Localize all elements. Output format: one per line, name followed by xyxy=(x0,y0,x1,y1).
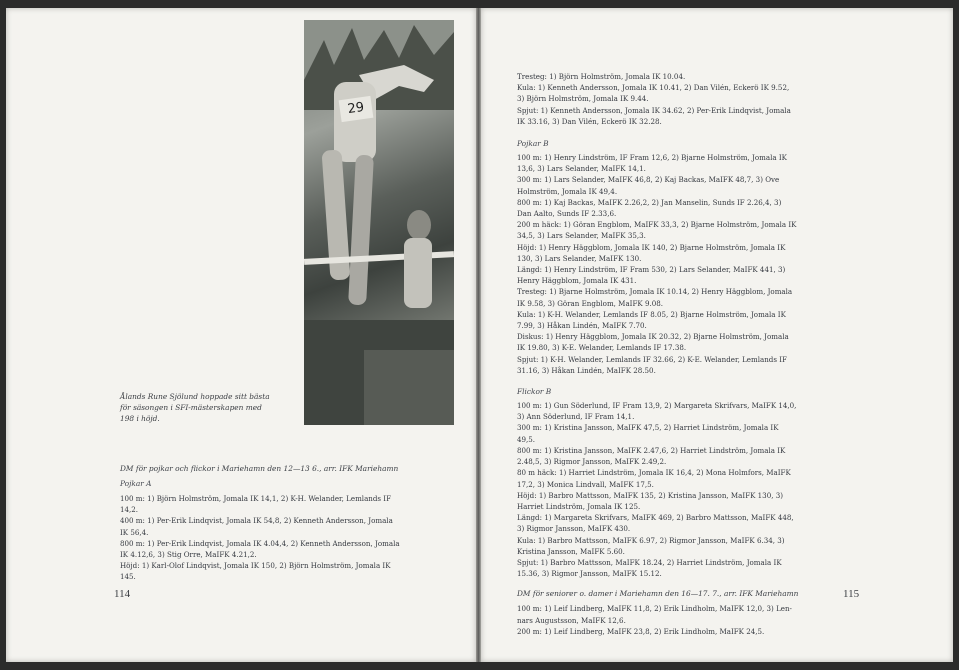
result-line: Höjd: 1) Barbro Mattsson, MaIFK 135, 2) Kristina Jansson, MaIFK 130, 3) xyxy=(517,490,783,500)
result-line: IK 9.58, 3) Göran Engblom, MaIFK 9.08. xyxy=(517,298,664,308)
result-line: Dan Aalto, Sunds IF 2.33,6. xyxy=(517,209,617,219)
right-page xyxy=(481,8,953,662)
result-line: 145. xyxy=(120,572,136,582)
results-block-right xyxy=(517,71,847,637)
result-line: 34,5, 3) Lars Selander, MaIFK 35,3. xyxy=(517,231,646,241)
result-line: Tresteg: 1) Bjarne Holmström, Jomala IK 10.14, 2) Henry Häggblom, Jomala xyxy=(517,287,793,297)
result-line: Spjut: 1) K-H. Welander, Lemlands IF 32.66, 2) K-E. Welander, Lemlands IF xyxy=(517,354,787,364)
result-line: Holmström, Jomala IK 49,4. xyxy=(517,186,618,196)
page-number-right: 115 xyxy=(843,588,860,600)
result-line: 100 m: 1) Leif Lindberg, MaIFK 11,8, 2) Erik Lindholm, MaIFK 12,0, 3) Len- xyxy=(517,604,792,614)
result-line: 31.16, 3) Håkan Lindén, MaIFK 28.50. xyxy=(517,365,656,375)
subheading-pojkar-a: Pojkar A xyxy=(120,479,152,488)
section-heading: DM för pojkar och flickor i Mariehamn den 12—13 6., arr. IFK Mariehamn xyxy=(120,464,399,473)
result-line: IK 33.16, 3) Dan Vilén, Eckerö IK 32.28. xyxy=(517,116,662,126)
caption-line: Ålands Rune Sjölund hoppade sitt bästa xyxy=(120,392,270,401)
result-line: 17,2, 3) Monica Lindvall, MaIFK 17,5. xyxy=(517,479,654,489)
result-line: 7.99, 3) Håkan Lindén, MaIFK 7.70. xyxy=(517,321,647,331)
result-line: 200 m: 1) Leif Lindberg, MaIFK 23,8, 2) Erik Lindholm, MaIFK 24,5. xyxy=(517,626,765,636)
result-line: Kula: 1) Kenneth Andersson, Jomala IK 10.41, 2) Dan Vilén, Eckerö IK 9.52, xyxy=(517,83,790,93)
result-line: IK 4.12,6, 3) Stig Orre, MaIFK 4.21,2. xyxy=(120,550,257,560)
result-line: 2.48,5, 3) Rigmor Jansson, MaIFK 2.49,2. xyxy=(517,457,667,467)
result-line: Harriet Lindström, Jomala IK 125. xyxy=(517,501,641,511)
result-line: 13,6, 3) Lars Selander, MaIFK 14,1. xyxy=(517,164,646,174)
subheading-pojkar-b: Pojkar B xyxy=(517,139,549,149)
result-line: nars Augustsson, MaIFK 12,6. xyxy=(517,615,626,625)
photo-caption xyxy=(120,391,295,424)
result-line: Höjd: 1) Karl-Olof Lindqvist, Jomala IK 150, 2) Björn Holmström, Jomala IK xyxy=(120,561,391,571)
result-line: Spjut: 1) Kenneth Andersson, Jomala IK 34.62, 2) Per-Erik Lindqvist, Jomala xyxy=(517,105,791,115)
result-line: 100 m: 1) Gun Söderlund, IF Fram 13,9, 2) Margareta Skrifvars, MaIFK 14,0, xyxy=(517,401,797,411)
result-line: 800 m: 1) Kristina Jansson, MaIFK 2.47,6, 2) Harriet Lindström, Jomala IK xyxy=(517,445,786,455)
result-line: Längd: 1) Henry Lindström, IF Fram 530, 2) Lars Selander, MaIFK 441, 3) xyxy=(517,265,786,275)
result-line: IK 19.80, 3) K-E. Welander, Lemlands IF 17.38. xyxy=(517,343,687,353)
result-line: 130, 3) Lars Selander, MaIFK 130. xyxy=(517,253,642,263)
result-line: Tresteg: 1) Björn Holmström, Jomala IK 10.04. xyxy=(517,72,686,81)
athlete-photo xyxy=(304,20,454,425)
caption-line: 198 i höjd. xyxy=(120,414,160,423)
result-line: 3) Björn Holmström, Jomala IK 9.44. xyxy=(517,94,649,104)
results-block-left xyxy=(120,463,460,583)
caption-line: för säsongen i SFI-mästerskapen med xyxy=(120,403,262,412)
page-number-left: 114 xyxy=(114,588,131,600)
result-line: 800 m: 1) Per-Erik Lindqvist, Jomala IK 4.04,4, 2) Kenneth Andersson, Jomala xyxy=(120,538,400,548)
result-line: Kula: 1) Barbro Mattsson, MaIFK 6.97, 2) Rigmor Jansson, MaIFK 6.34, 3) xyxy=(517,535,785,545)
result-line: Höjd: 1) Henry Häggblom, Jomala IK 140, 2) Bjarne Holmström, Jomala IK xyxy=(517,242,786,252)
result-line: Kula: 1) K-H. Welander, Lemlands IF 8.05, 2) Bjarne Holmström, Jomala IK xyxy=(517,309,786,319)
result-line: Spjut: 1) Barbro Mattsson, MaIFK 18.24, 2) Harriet Lindström, Jomala IK xyxy=(517,557,782,567)
seniors-heading: DM för seniorer o. damer i Mariehamn den 16—17. 7., arr. IFK Mariehamn xyxy=(517,589,799,599)
result-line: 100 m: 1) Björn Holmström, Jomala IK 14,1, 2) K-H. Welander, Lemlands IF xyxy=(120,494,392,503)
result-line: 14,2. xyxy=(120,505,139,515)
result-line: 800 m: 1) Kaj Backas, MaIFK 2.26,2, 2) Jan Manselin, Sunds IF 2.26,4, 3) xyxy=(517,197,782,207)
result-line: 15.36, 3) Rigmor Jansson, MaIFK 15.12. xyxy=(517,569,662,579)
result-line: Henry Häggblom, Jomala IK 431. xyxy=(517,276,637,286)
result-line: 3) Ann Söderlund, IF Fram 14,1. xyxy=(517,412,635,422)
result-line: Diskus: 1) Henry Häggblom, Jomala IK 20.32, 2) Bjarne Holmström, Jomala xyxy=(517,332,789,342)
photo-illustration xyxy=(304,20,454,425)
result-line: 300 m: 1) Lars Selander, MaIFK 46,8, 2) Kaj Backas, MaIFK 48,7, 3) Ove xyxy=(517,175,780,185)
result-line: 300 m: 1) Kristina Jansson, MaIFK 47,5, 2) Harriet Lindström, Jomala IK xyxy=(517,423,779,433)
result-line: IK 56,4. xyxy=(120,527,149,537)
result-line: Kristina Jansson, MaIFK 5.60. xyxy=(517,546,625,556)
left-page xyxy=(6,8,476,662)
bib-number: 29 xyxy=(339,96,374,122)
result-line: 3) Rigmor Jansson, MaIFK 430. xyxy=(517,524,631,534)
result-line: 80 m häck: 1) Harriet Lindström, Jomala IK 16,4, 2) Mona Holmfors, MaIFK xyxy=(517,468,791,478)
result-line: 400 m: 1) Per-Erik Lindqvist, Jomala IK 54,8, 2) Kenneth Andersson, Jomala xyxy=(120,516,393,526)
result-line: 200 m häck: 1) Göran Engblom, MaIFK 33,3, 2) Bjarne Holmström, Jomala IK xyxy=(517,220,797,230)
result-line: 49,5. xyxy=(517,434,536,444)
result-line: Längd: 1) Margareta Skrifvars, MaIFK 469, 2) Barbro Mattsson, MaIFK 448, xyxy=(517,513,794,523)
result-line: 100 m: 1) Henry Lindström, IF Fram 12,6, 2) Bjarne Holmström, Jomala IK xyxy=(517,153,787,163)
subheading-flickor-b: Flickor B xyxy=(517,387,552,397)
